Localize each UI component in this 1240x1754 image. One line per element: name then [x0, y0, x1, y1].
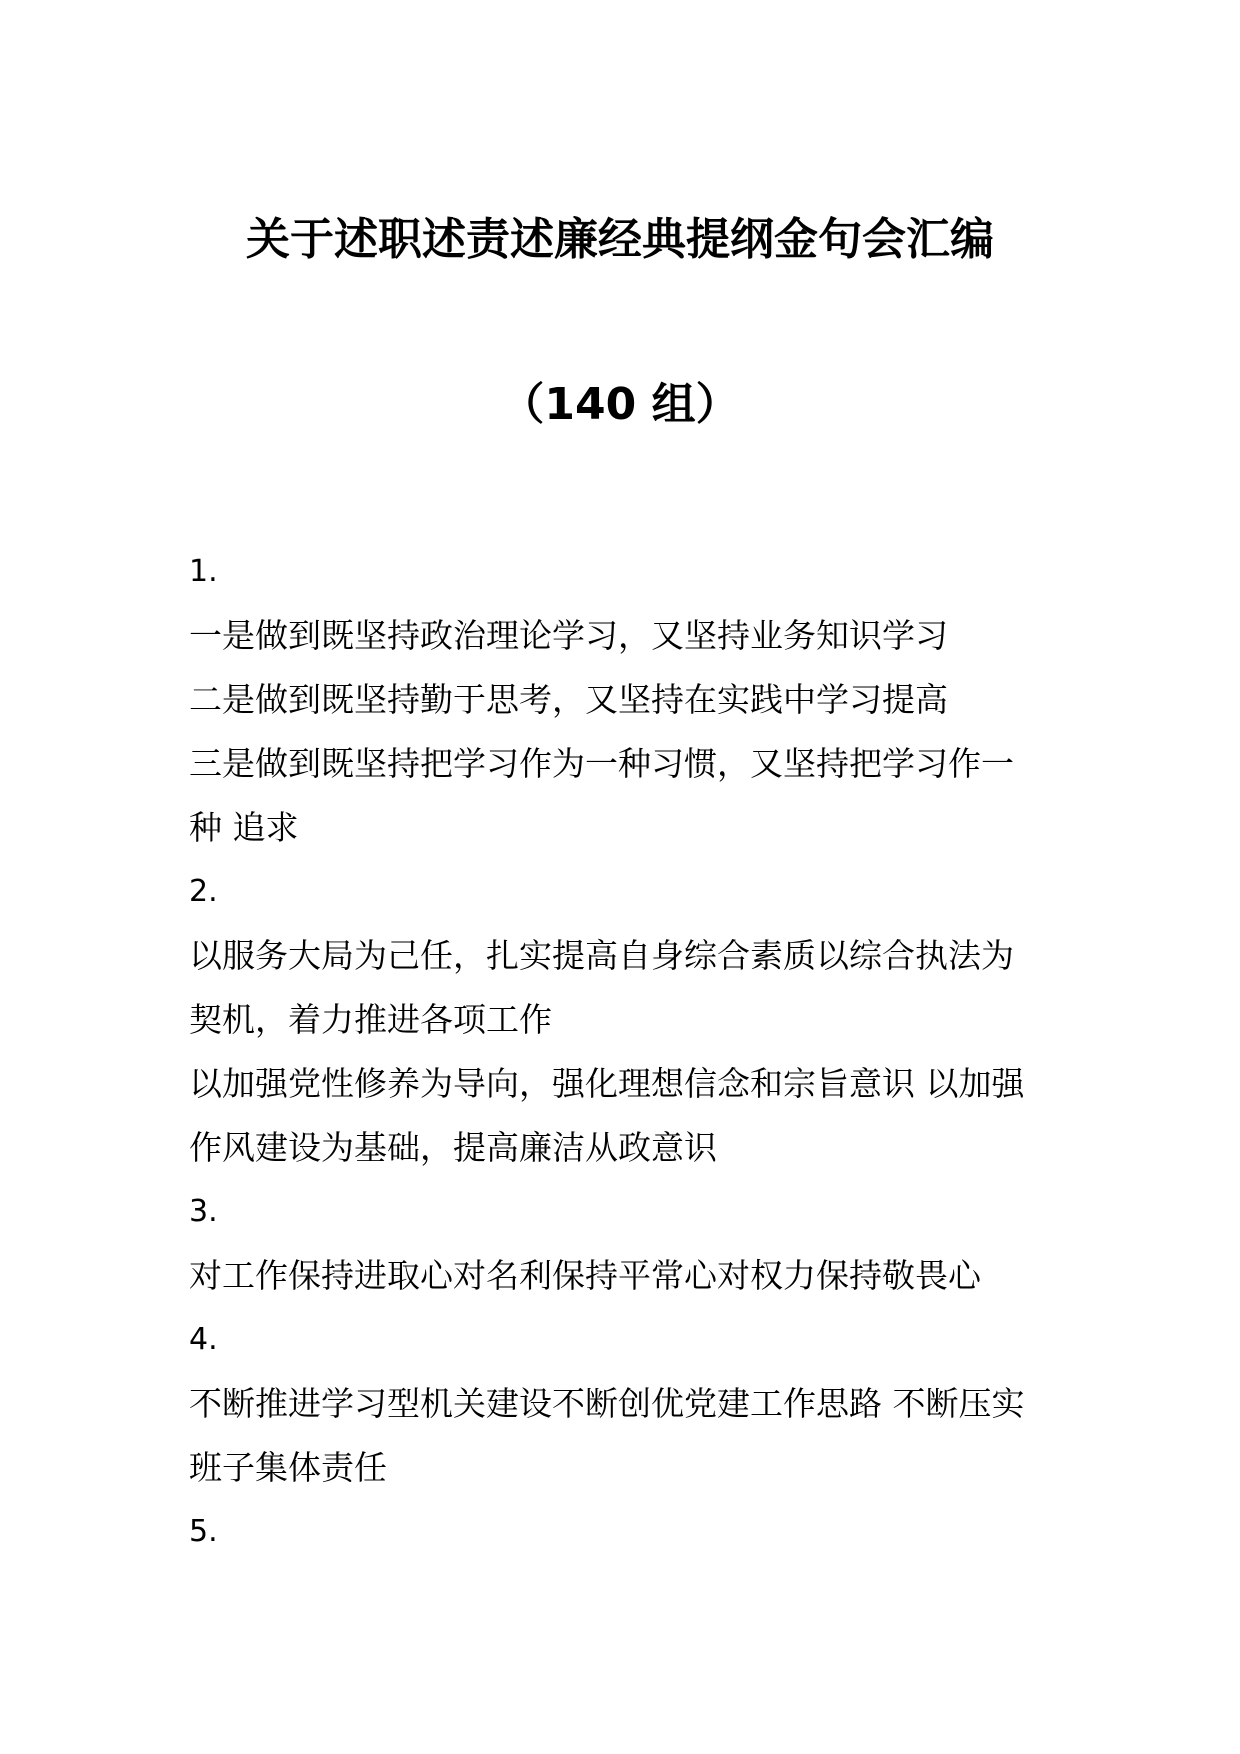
body-line: 三是做到既坚持把学习作为一种习惯，又坚持把学习作一	[189, 744, 1014, 783]
body-line: 以加强党性修养为导向，强化理想信念和宗旨意识 以加强	[189, 1064, 1025, 1103]
body-line: 一是做到既坚持政治理论学习，又坚持业务知识学习	[189, 616, 948, 655]
body-line: 契机，着力推进各项工作	[189, 1000, 552, 1039]
item-number-4: 4.	[189, 1322, 218, 1357]
item-number-5: 5.	[189, 1514, 218, 1549]
item-number-1: 1.	[189, 554, 218, 589]
body-line: 以服务大局为己任，扎实提高自身综合素质以综合执法为	[189, 936, 1014, 975]
body-line: 对工作保持进取心对名利保持平常心对权力保持敬畏心	[189, 1256, 981, 1295]
body-line: 班子集体责任	[189, 1448, 387, 1487]
body-line: 种 追求	[189, 808, 299, 847]
document-title: 关于述职述责述廉经典提纲金句会汇编	[246, 214, 994, 265]
body-line: 不断推进学习型机关建设不断创优党建工作思路 不断压实	[189, 1384, 1025, 1423]
document-subtitle: （140 组）	[500, 379, 740, 430]
item-number-3: 3.	[189, 1194, 218, 1229]
body-line: 作风建设为基础，提高廉洁从政意识	[189, 1128, 717, 1167]
body-line: 二是做到既坚持勤于思考，又坚持在实践中学习提高	[189, 680, 948, 719]
item-number-2: 2.	[189, 874, 218, 909]
